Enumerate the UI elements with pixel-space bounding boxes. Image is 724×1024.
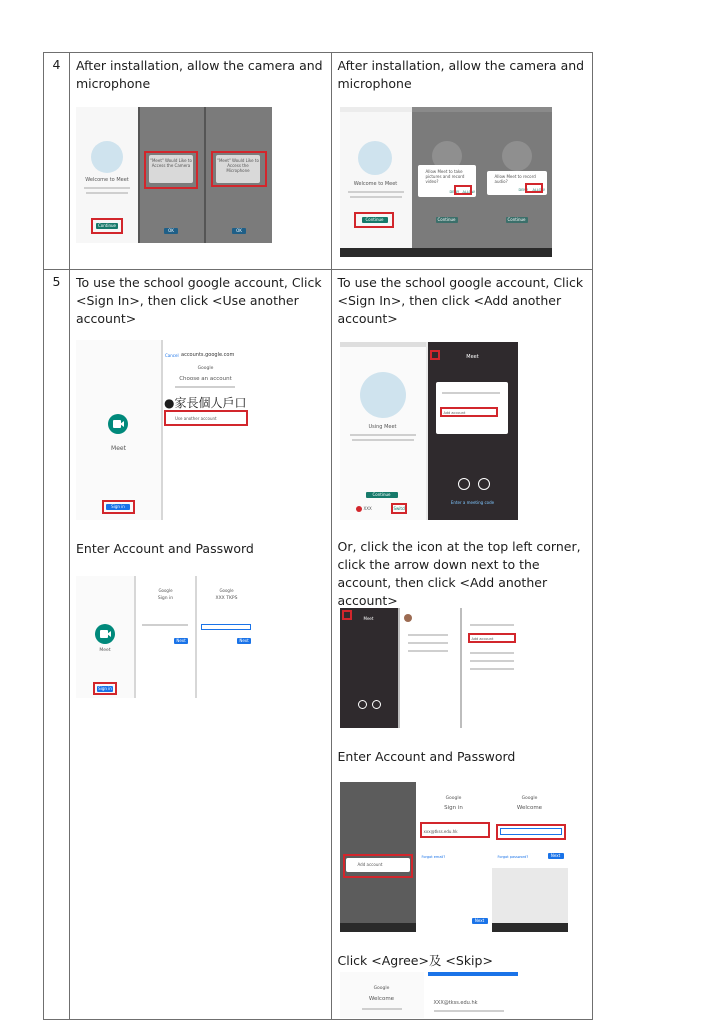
allow-button[interactable]: ALLOW	[462, 190, 475, 194]
step-4-ios-text: After installation, allow the camera and microphone	[76, 58, 323, 91]
using-meet-text: Using Meet	[368, 424, 397, 430]
highlight-box	[343, 854, 413, 878]
step-number: 4	[44, 53, 70, 270]
google-label: Google	[521, 796, 538, 801]
on-screen-keyboard[interactable]	[492, 868, 568, 923]
welcome-meet-text: Welcome to Meet	[85, 177, 129, 183]
android-audio-screen	[482, 107, 552, 257]
continue-button[interactable]: Continue	[507, 217, 526, 222]
step-4-android-cell	[331, 53, 593, 270]
highlight-box	[93, 682, 117, 695]
android-sign-in-screenshot	[340, 342, 518, 520]
google-label: Google	[219, 588, 234, 593]
highlight-box	[440, 407, 498, 417]
email-field[interactable]: xxx@tkss.edu.hk	[423, 829, 458, 834]
continue-button[interactable]: Continue	[98, 223, 116, 228]
android-add-account-screen	[462, 608, 522, 728]
meet-title: Meet	[466, 354, 479, 360]
account-chip: XXX	[363, 506, 372, 511]
next-button[interactable]: Next	[237, 638, 251, 644]
cancel-link[interactable]: Cancel	[165, 353, 179, 358]
continue-button[interactable]: Continue	[437, 217, 456, 222]
android-welcome-screen-final	[340, 972, 424, 1018]
sign-in-button[interactable]: Sign in	[98, 686, 112, 691]
ios-choose-account-screen	[163, 340, 248, 520]
meet-logo-icon	[95, 624, 115, 644]
ios-sign-in-screenshot	[76, 340, 248, 520]
ios-welcome-screen	[76, 107, 138, 243]
ok-button[interactable]: OK	[164, 228, 178, 234]
welcome-heading: Welcome	[368, 996, 395, 1002]
next-button[interactable]: Next	[174, 638, 188, 644]
google-label: Google	[158, 588, 173, 593]
meet-label: Meet	[99, 648, 111, 653]
android-drawer-screen	[400, 608, 460, 728]
continue-button[interactable]: Continue	[362, 217, 388, 223]
instruction-table	[43, 52, 593, 1020]
highlight-box	[342, 610, 352, 620]
step-5-android-text: To use the school google account, Click <Sign In>, then click <Add another account>	[337, 275, 584, 326]
allow-camera-text: Allow Meet to take pictures and record video?	[425, 169, 465, 184]
account-email-text: XXX@tkss.edu.hk	[433, 1000, 478, 1006]
android-meet-home-dark	[340, 608, 398, 728]
welcome-heading: Welcome	[516, 805, 543, 811]
handwritten-note: ●家長個人戶口	[164, 396, 247, 410]
add-account-option[interactable]: Add account	[443, 411, 466, 415]
meet-logo-icon	[108, 414, 128, 434]
ios-meet-home-screen-small	[76, 576, 134, 698]
ios-permission-screenshot	[76, 107, 272, 243]
allow-button[interactable]: ALLOW	[532, 188, 545, 192]
welcome-meet-text: Welcome to Meet	[353, 181, 398, 187]
continue-button[interactable]: Continue	[366, 492, 398, 498]
step-4-ios-cell	[70, 53, 332, 270]
ios-camera-prompt-screen	[140, 107, 204, 243]
next-button[interactable]: Next	[472, 918, 488, 924]
ios-enter-account-screenshot	[76, 576, 256, 698]
android-welcome-screen	[340, 107, 412, 257]
highlight-box	[164, 410, 248, 426]
ios-meet-home-screen	[76, 340, 161, 520]
meet-title: Meet	[363, 616, 374, 621]
highlight-box	[391, 503, 407, 514]
deny-button[interactable]: DENY	[518, 188, 529, 192]
ios-mic-prompt-screen	[206, 107, 272, 243]
highlight-box	[91, 218, 123, 234]
add-account-option[interactable]: Add account	[471, 637, 494, 641]
android-skip-screen	[428, 972, 518, 1018]
ios-signin-email-screen	[136, 576, 195, 698]
ok-button[interactable]: OK	[232, 228, 246, 234]
android-signin-password-screen	[492, 782, 568, 932]
highlight-box	[354, 212, 394, 228]
step-5-ios-enter-caption: Enter Account and Password	[76, 541, 254, 556]
android-agree-screenshot	[340, 972, 518, 1018]
step-4-android-text: After installation, allow the camera and microphone	[337, 58, 585, 91]
highlight-box	[454, 185, 472, 195]
forgot-password-link[interactable]: Forgot password?	[497, 855, 529, 859]
forgot-email-link[interactable]: Forgot email?	[421, 855, 446, 859]
android-signin-email-screen	[416, 782, 492, 932]
android-alt-menu-screenshot	[340, 608, 522, 728]
highlight-box	[211, 151, 267, 187]
step-5-ios-cell	[70, 270, 332, 1020]
highlight-box	[430, 350, 440, 360]
step-5-android-alt-caption: Or, click the icon at the top left corner, click the arrow down next to the account, then click <Add another account>	[337, 539, 581, 608]
android-camera-screen	[412, 107, 482, 257]
google-label: Google	[197, 366, 214, 371]
highlight-box	[496, 824, 566, 840]
enter-meeting-link[interactable]: Enter a meeting code	[450, 500, 495, 505]
highlight-box	[144, 151, 198, 189]
android-add-account-screen-grey	[340, 782, 416, 932]
next-button[interactable]: Next	[548, 853, 564, 859]
allow-audio-text: Allow Meet to record audio?	[494, 174, 536, 184]
step-5-android-enter-caption: Enter Account and Password	[337, 749, 516, 764]
highlight-box	[525, 183, 543, 193]
android-using-meet-screen	[340, 342, 426, 520]
choose-account-heading: Choose an account	[179, 376, 232, 382]
deny-button[interactable]: DENY	[449, 190, 460, 194]
url-bar: accounts.google.com	[181, 352, 235, 358]
step-5-android-agree-caption: Click <Agree>及 <Skip>	[337, 953, 493, 968]
step-5-ios-text: To use the school google account, Click <Sign In>, then click <Use another account>	[76, 275, 322, 326]
step-number: 5	[44, 270, 70, 1020]
camera-prompt-text: "Meet" Would Like to Access the Camera	[150, 158, 192, 168]
sign-in-button[interactable]: Sign in	[106, 504, 130, 510]
add-account-option[interactable]: Add account	[357, 862, 383, 867]
android-enter-account-screenshot	[340, 782, 568, 932]
ios-signin-password-screen	[197, 576, 256, 698]
android-permission-screenshot	[340, 107, 552, 257]
use-another-account-option[interactable]: Use another account	[175, 416, 217, 421]
signin-heading: Sign in	[444, 805, 463, 811]
google-label: Google	[445, 796, 462, 801]
step-row-4	[44, 53, 593, 270]
switch-link[interactable]: Switch	[393, 506, 407, 511]
highlight-box	[102, 500, 135, 514]
highlight-box	[420, 822, 490, 838]
mic-prompt-text: "Meet" Would Like to Access the Microphone	[217, 158, 259, 173]
step-row-5	[44, 270, 593, 1020]
signin-heading: Sign in	[157, 596, 174, 601]
highlight-box	[468, 633, 516, 643]
meet-label: Meet	[111, 445, 126, 452]
google-label: Google	[373, 986, 390, 991]
user-name: XXX TKPS	[215, 596, 238, 601]
step-5-android-cell	[331, 270, 593, 1020]
android-account-menu-screen	[428, 342, 518, 520]
